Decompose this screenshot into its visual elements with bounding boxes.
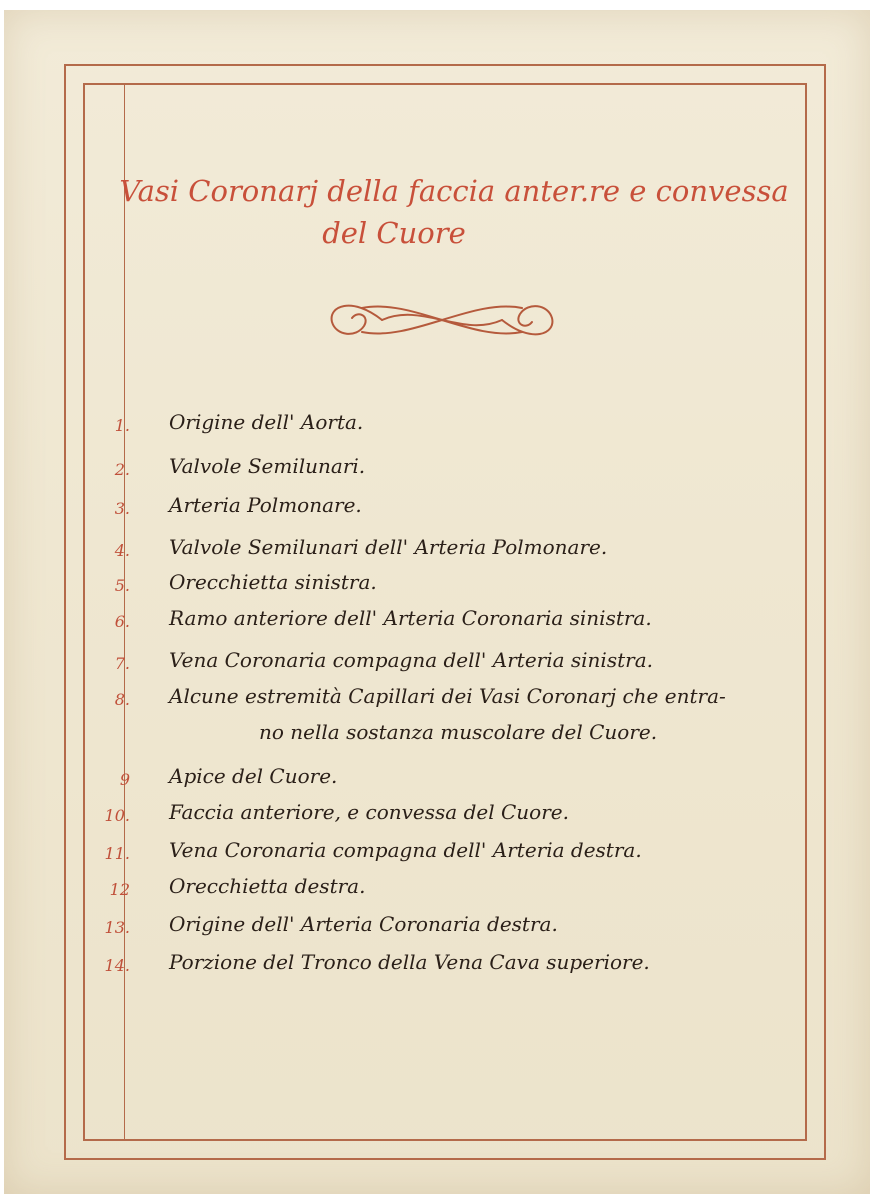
item-text: Ramo anteriore dell' Arteria Coronaria sinistra. xyxy=(169,606,652,630)
page-title xyxy=(104,170,804,254)
item-number: 10. xyxy=(104,806,130,825)
manuscript-page xyxy=(4,10,870,1194)
item-number: 11. xyxy=(104,844,130,863)
item-text: Arteria Polmonare. xyxy=(169,493,362,517)
list-item xyxy=(4,682,804,758)
item-number: 4. xyxy=(114,541,130,560)
list-item xyxy=(4,568,804,604)
list-item xyxy=(4,798,804,834)
list-item xyxy=(4,604,804,640)
item-number: 3. xyxy=(114,499,130,518)
item-text: Faccia anteriore, e convessa del Cuore. xyxy=(169,800,569,824)
item-number: 1. xyxy=(114,416,130,435)
item-text: Orecchietta sinistra. xyxy=(169,570,377,594)
list-item xyxy=(4,836,804,872)
item-text: Orecchietta destra. xyxy=(169,874,366,898)
list-item xyxy=(4,408,804,444)
title-line-1: Vasi Coronarj della faccia anter.re e convessa xyxy=(119,174,789,208)
item-text: Vena Coronaria compagna dell' Arteria destra. xyxy=(169,838,642,862)
item-text-continuation: no nella sostanza muscolare del Cuore. xyxy=(259,720,658,744)
title-line-2: del Cuore xyxy=(322,216,466,250)
item-number: 14. xyxy=(104,956,130,975)
item-number: 2. xyxy=(114,460,130,479)
item-number: 7. xyxy=(114,654,130,673)
item-text: Porzione del Tronco della Vena Cava superiore. xyxy=(169,950,650,974)
item-number: 9 xyxy=(119,770,130,789)
list-item xyxy=(4,910,804,946)
item-number: 12 xyxy=(109,880,130,899)
item-text: Valvole Semilunari dell' Arteria Polmonare. xyxy=(169,535,608,559)
list-item xyxy=(4,762,804,798)
item-number: 6. xyxy=(114,612,130,631)
item-text: Vena Coronaria compagna dell' Arteria sinistra. xyxy=(169,648,653,672)
item-number: 5. xyxy=(114,576,130,595)
list-item xyxy=(4,646,804,682)
item-text: Origine dell' Arteria Coronaria destra. xyxy=(169,912,558,936)
list-item xyxy=(4,533,804,569)
list-item xyxy=(4,452,804,488)
item-text: Origine dell' Aorta. xyxy=(169,410,364,434)
list-item xyxy=(4,491,804,527)
item-number: 8. xyxy=(114,690,130,709)
item-text: Apice del Cuore. xyxy=(169,764,338,788)
item-text: Alcune estremità Capillari dei Vasi Coronarj che entra- xyxy=(169,684,726,708)
flourish-ornament xyxy=(322,292,562,348)
list-item xyxy=(4,872,804,908)
list-item xyxy=(4,948,804,984)
item-text: Valvole Semilunari. xyxy=(169,454,366,478)
item-number: 13. xyxy=(104,918,130,937)
